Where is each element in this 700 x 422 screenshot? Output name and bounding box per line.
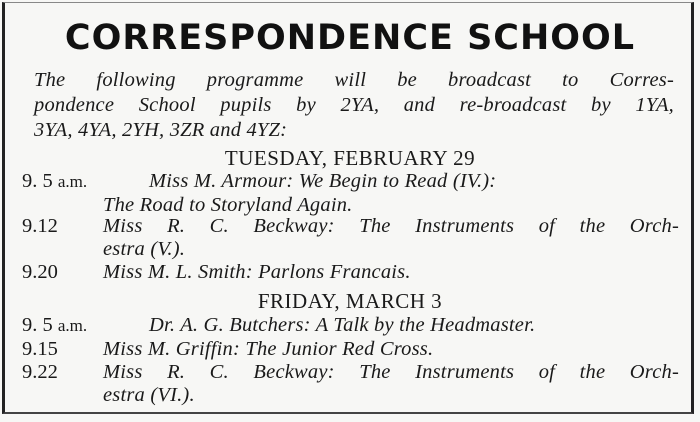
- intro-line: The following programme will be broadcast to Corres-: [34, 69, 674, 91]
- entry-text-continued: estra (V.).: [103, 238, 186, 260]
- entry-text: Miss R. C. Beckway: The Instruments of the Orch-: [103, 361, 679, 383]
- entry-text: Miss M. Griffin: The Junior Red Cross.: [103, 338, 434, 360]
- entry-time: 9.15: [22, 338, 58, 360]
- day-heading-tuesday: TUESDAY, FEBRUARY 29: [224, 146, 476, 170]
- entry-text: Miss M. Armour: We Begin to Read (IV.):: [149, 170, 497, 192]
- intro-line: 3YA, 4YA, 2YH, 3ZR and 4YZ:: [34, 119, 288, 141]
- entry-text: Miss M. L. Smith: Parlons Francais.: [103, 261, 411, 283]
- intro-line: pondence School pupils by 2YA, and re-broadcast by 1YA,: [34, 94, 674, 116]
- entry-time: 9.22: [22, 361, 58, 383]
- entry-time: 9. 5 a.m.: [22, 314, 88, 336]
- entry-text-continued: The Road to Storyland Again.: [103, 194, 353, 216]
- entry-text: Dr. A. G. Butchers: A Talk by the Headmaster.: [149, 314, 536, 336]
- entry-time: 9.20: [22, 261, 58, 283]
- entry-text: Miss R. C. Beckway: The Instruments of the Orch-: [103, 215, 679, 237]
- intro-paragraph: [34, 68, 674, 143]
- page-title: CORRESPONDENCE SCHOOL: [64, 18, 636, 58]
- entry-time: 9. 5 a.m.: [22, 170, 88, 192]
- entry-time: 9.12: [22, 215, 58, 237]
- day-heading-friday: FRIDAY, MARCH 3: [257, 289, 443, 313]
- entry-text-continued: estra (VI.).: [103, 384, 195, 406]
